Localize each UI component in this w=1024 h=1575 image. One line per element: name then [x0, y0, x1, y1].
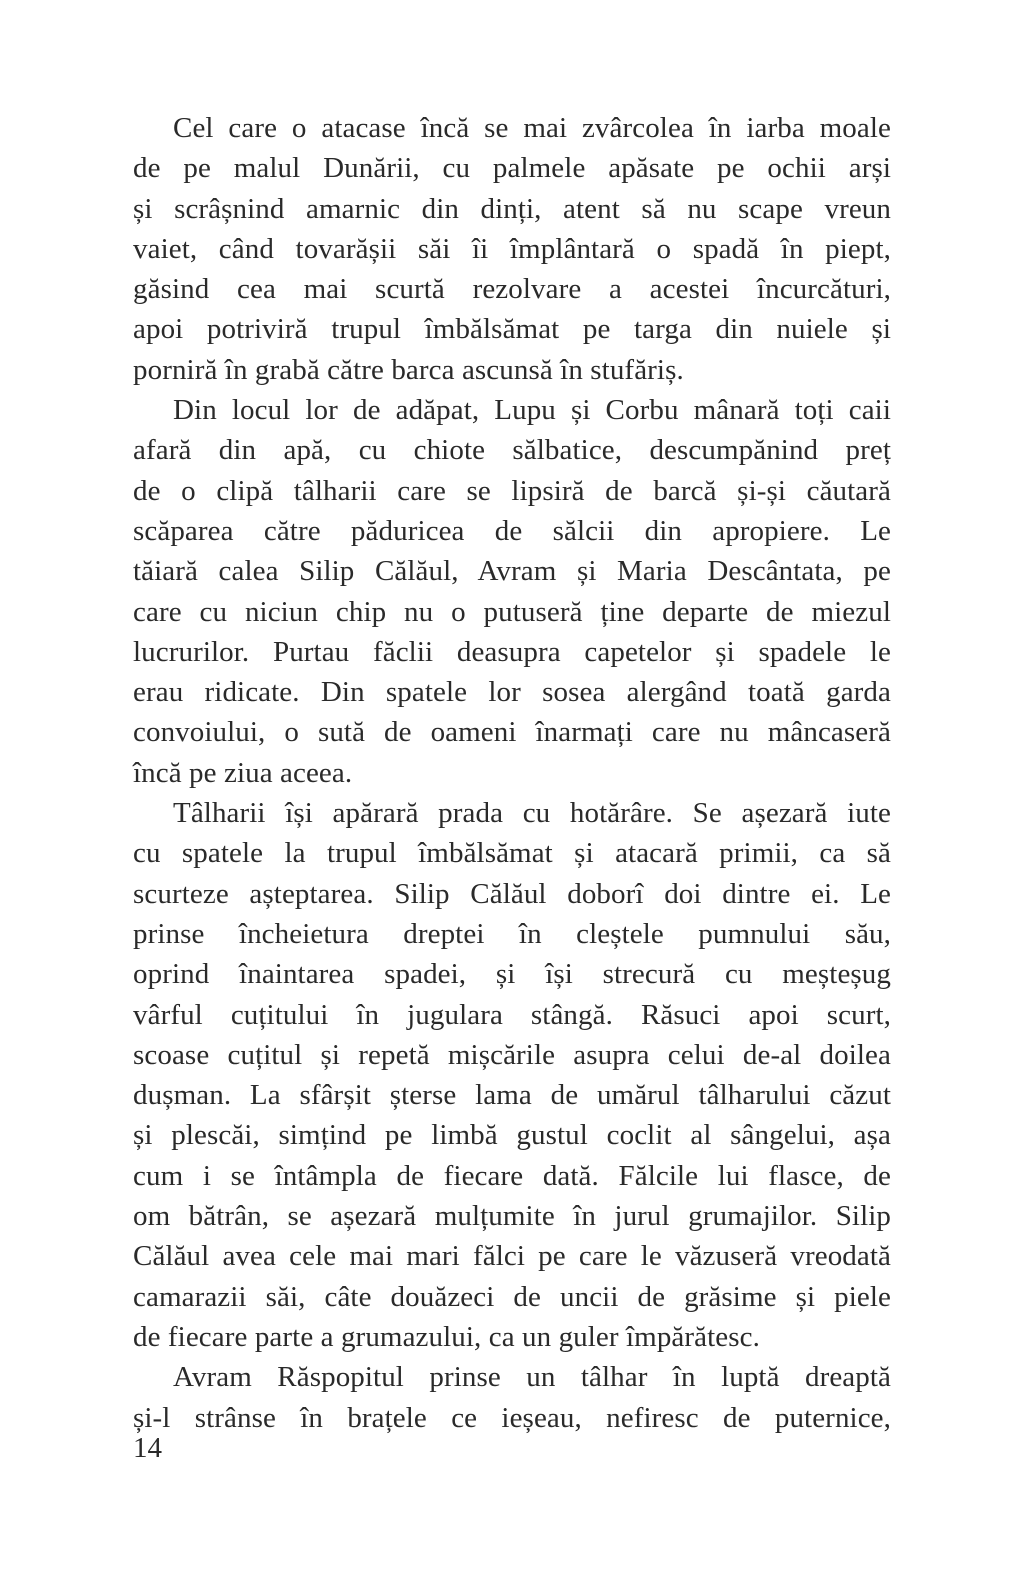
text-line: scurteze așteptarea. Silip Călăul doborî doi dintre ei. Le — [133, 877, 891, 910]
text-line: care cu niciun chip nu o putuseră ține departe de miezul — [133, 595, 891, 628]
body-text — [133, 108, 891, 1438]
text-line: vaiet, când tovarășii săi îi împlântară o spadă în piept, — [133, 232, 891, 265]
text-line: prinse încheietura dreptei în cleștele pumnului său, — [133, 917, 891, 950]
text-line: Călăul avea cele mai mari fălci pe care le văzuseră vreodată — [133, 1240, 891, 1273]
text-line: Cel care o atacase încă se mai zvârcolea în iarba moale — [173, 112, 891, 144]
text-line: de o clipă tâlharii care se lipsiră de barcă și-și căutară — [133, 474, 891, 507]
text-line: afară din apă, cu chiote sălbatice, descumpănind preț — [133, 434, 891, 467]
text-line: dușman. La sfârșit șterse lama de umărul tâlharului căzut — [133, 1079, 891, 1112]
text-line: camarazii săi, câte douăzeci de uncii de grăsime și piele — [133, 1280, 891, 1313]
text-line: și plescăi, simțind pe limbă gustul coclit al sângelui, așa — [133, 1119, 891, 1152]
text-line: lucrurilor. Purtau făclii deasupra capetelor și spadele le — [133, 635, 891, 668]
text-line: tăiară calea Silip Călăul, Avram și Maria Descântata, pe — [133, 555, 891, 588]
text-line: Din locul lor de adăpat, Lupu și Corbu mânară toți caii — [173, 394, 891, 427]
text-line: găsind cea mai scurtă rezolvare a acestei încurcături, — [133, 273, 891, 306]
text-line: om bătrân, se așezară mulțumite în jurul grumajilor. Silip — [133, 1200, 891, 1233]
text-line: de pe malul Dunării, cu palmele apăsate pe ochii arși — [133, 152, 891, 185]
text-line: scoase cuțitul și repetă mișcările asupra celui de-al doilea — [133, 1038, 891, 1071]
text-line: încă pe ziua aceea. — [133, 756, 353, 789]
text-line: convoiului, o sută de oameni înarmați care nu mâncaseră — [133, 716, 891, 749]
page-number: 14 — [133, 1432, 162, 1464]
paragraph-4 — [133, 1357, 891, 1438]
text-line: Tâlharii își apărară prada cu hotărâre. Se așezară iute — [173, 797, 891, 830]
text-line: de fiecare parte a grumazului, ca un guler împărătesc. — [133, 1320, 760, 1353]
text-line: cum i se întâmpla de fiecare dată. Fălcile lui flasce, de — [133, 1159, 891, 1192]
text-line: oprind înaintarea spadei, și își strecură cu meșteșug — [133, 958, 891, 991]
text-line: cu spatele la trupul îmbălsămat și atacară primii, ca să — [133, 837, 891, 870]
paragraph-1 — [133, 108, 891, 390]
text-line: vârful cuțitului în jugulara stângă. Răsuci apoi scurt, — [133, 998, 891, 1031]
text-line: și scrâșnind amarnic din dinți, atent să nu scape vreun — [133, 192, 891, 225]
text-line: Avram Răspopitul prinse un tâlhar în luptă dreaptă — [173, 1361, 891, 1394]
text-line: erau ridicate. Din spatele lor sosea alergând toată garda — [133, 676, 891, 709]
text-line: scăparea către păduricea de sălcii din apropiere. Le — [133, 514, 891, 547]
paragraph-2 — [133, 390, 891, 793]
paragraph-3 — [133, 793, 891, 1357]
text-line: apoi potriviră trupul îmbălsămat pe targa din nuiele și — [133, 313, 891, 346]
text-line: și-l strânse în brațele ce ieșeau, nefiresc de puternice, — [133, 1401, 891, 1434]
text-line: porniră în grabă către barca ascunsă în stufăriș. — [133, 353, 684, 386]
